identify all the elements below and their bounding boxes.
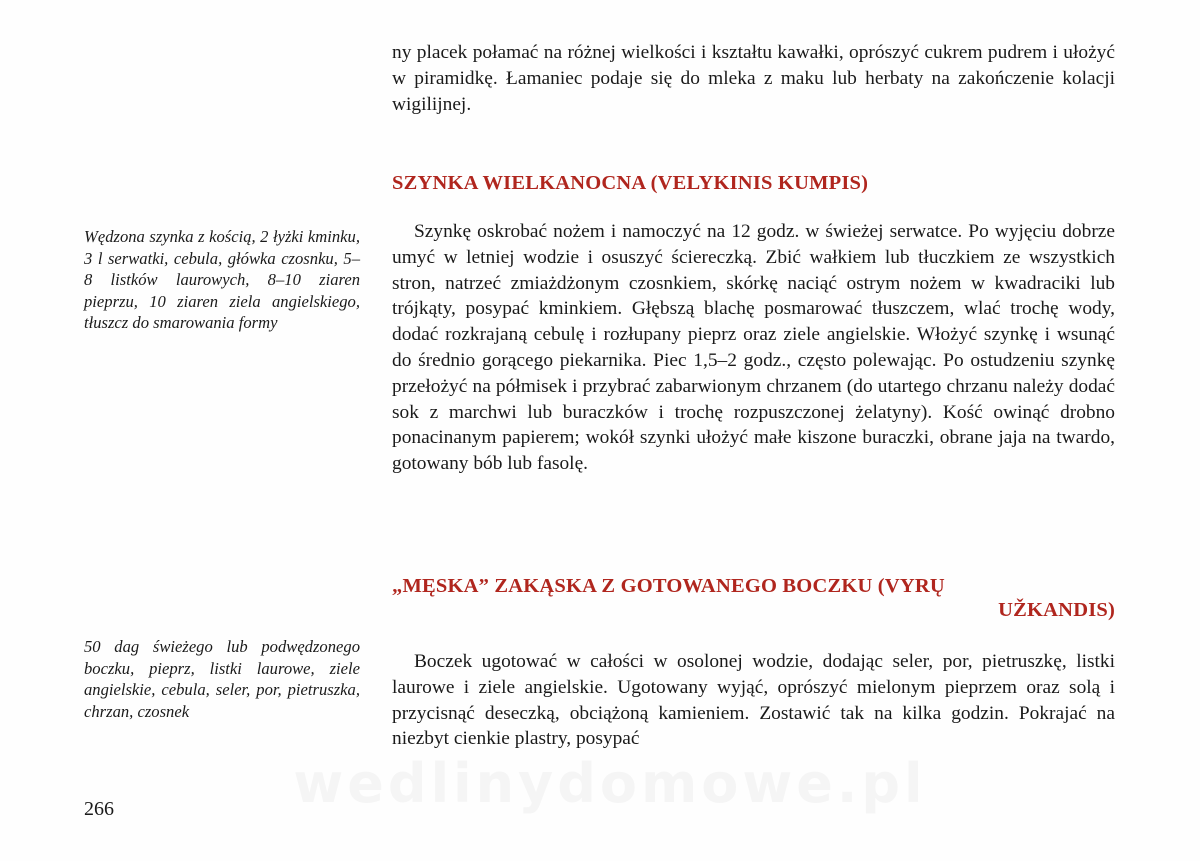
recipe-title-zakaska-line2: UŽKANDIS) [998,599,1115,621]
recipe-body-zakaska [392,649,1115,752]
ingredients-note-szynka: Wędzona szynka z kością, 2 łyżki kminku, 3 l serwatki, cebula, główka czosnku, 5–8 listków laurowych, 8–10 ziaren pieprzu, 10 ziaren ziela angielskiego, tłuszcz do smarowania formy [84,227,360,333]
recipe-title-zakaska [392,574,1115,622]
page-number: 266 [84,798,114,820]
watermark: wedlinydomowe.pl [293,752,927,815]
recipe-title-szynka: SZYNKA WIELKANOCNA (VELYKINIS KUMPIS) [392,172,869,194]
recipe-text-zakaska: Boczek ugotować w całości w osolonej wodzie, dodając seler, por, pietruszkę, listki laurowe i ziele angielskie. Ugotowany wyjąć, oprószyć mielonym pieprzem oraz solą i przycisnąć deseczką, obciążoną kamieniem. Zostawić tak na kilka godzin. Pokrajać na niezbyt cienkie plastry, posypać [392,651,1115,750]
continuation-paragraph [392,40,1115,117]
ingredients-note-zakaska: 50 dag świeżego lub podwędzonego boczku, pieprz, listki laurowe, ziele angielskie, cebula, seler, por, pietruszka, chrzan, czosnek [84,637,360,721]
recipe-text-szynka: Szynkę oskrobać nożem i namoczyć na 12 godz. w świeżej serwatce. Po wyjęciu dobrze umyć w letniej wodzie i osuszyć ściereczką. Zbić wałkiem lub tłuczkiem ze wszystkich stron, natrzeć zmiażdżonym czosnkiem, skórkę naciąć ostrym nożem w kwadraciki lub trójkąty, posypać kminkiem. Głębszą blachę posmarować tłuszczem, wlać trochę wody, dodać rozkrajaną cebulę i rozłupany pieprz oraz ziele angielskie. Włożyć szynkę i wsunąć do średnio gorącego piekarnika. Piec 1,5–2 godz., często polewając. Po ostudzeniu szynkę przełożyć na półmisek i przybrać zabarwionym chrzanem (do utartego chrzanu należy dodać sok z marchwi lub buraczków i trochę rozpuszczonej żelatyny). Kość owinąć drobno ponacinanym papierem; wokół szynki ułożyć małe kiszone buraczki, obrane jaja na twardo, gotowany bób lub fasolę. [392,221,1115,475]
recipe-body-szynka [392,219,1115,477]
recipe-title-zakaska-line1: „MĘSKA” ZAKĄSKA Z GOTOWANEGO BOCZKU (VYRŲ [392,575,945,597]
continuation-text: ny placek połamać na różnej wielkości i kształtu kawałki, oprószyć cukrem pudrem i ułożyć w piramidkę. Łamaniec podaje się do mleka z maku lub herbaty na zakończenie kolacji wigilijnej. [392,42,1115,115]
